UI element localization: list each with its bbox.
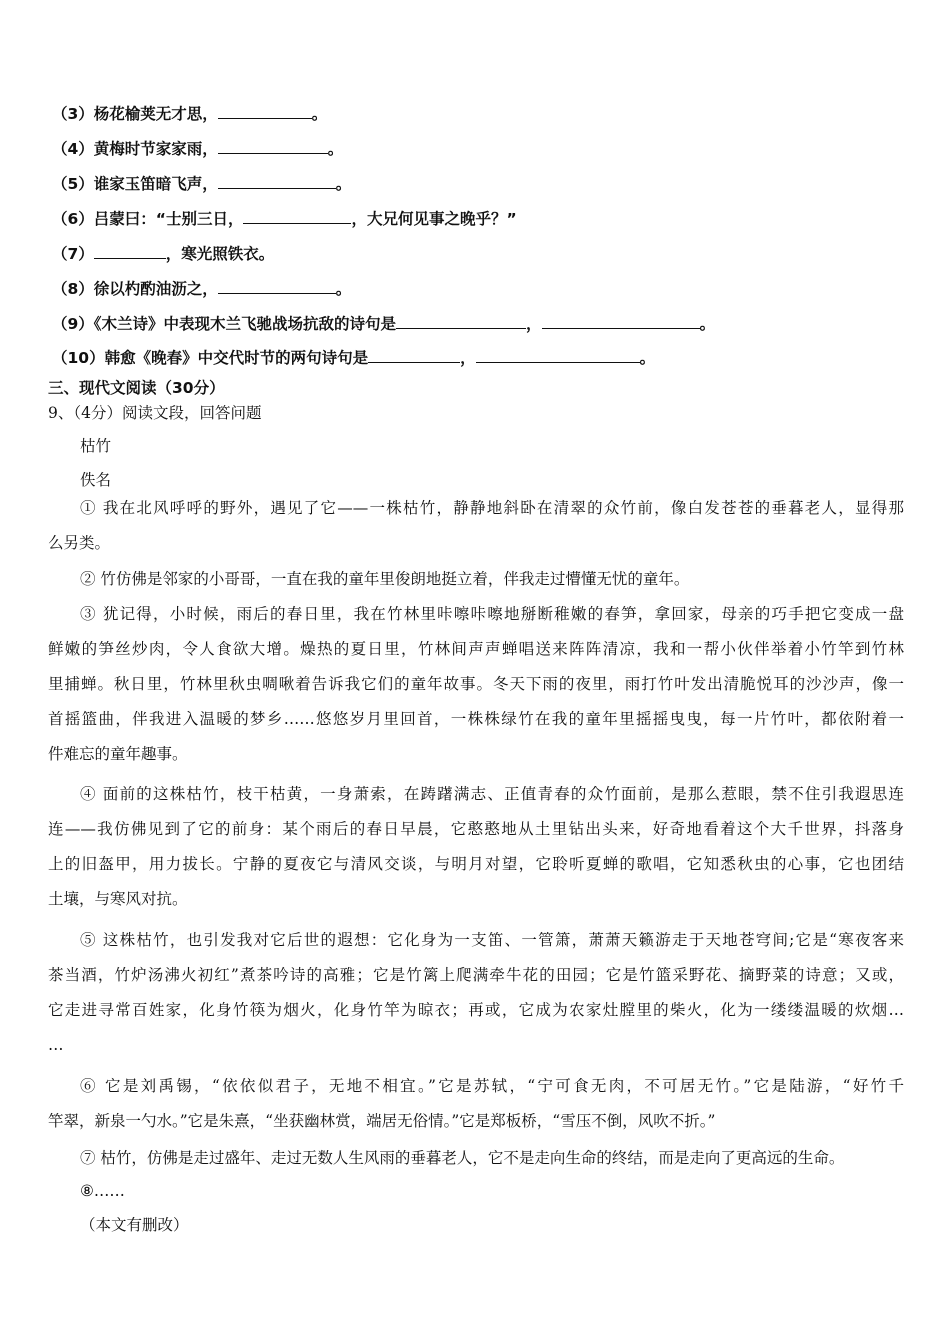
fill-item-10	[52, 346, 655, 368]
answer-blank[interactable]	[94, 243, 166, 259]
paragraph-line: ⑥ 它是刘禹锡，“依依似君子，无地不相宜。”它是苏轼，“宁可食无肉，不可居无竹。”它是陆游，“好竹千	[80, 1077, 904, 1095]
essay-paragraph-2	[48, 562, 904, 597]
paragraph-line: 鲜嫩的笋丝炒肉，令人食欲大增。燥热的夏日里，竹林间声声蝉唱送来阵阵清凉，我和一帮小伙伴举着小竹竿到竹林	[48, 640, 904, 658]
essay-title: 枯竹	[80, 437, 112, 455]
answer-blank[interactable]	[243, 208, 351, 224]
essay-paragraph-5	[48, 923, 904, 1063]
paragraph-line: ⑤ 这株枯竹，也引发我对它后世的遐想：它化身为一支笛、一管箫，萧萧天籁游走于天地苍穹间;它是“寒夜客来	[80, 931, 904, 949]
item-text: （6）吕蒙曰：“士别三日，	[52, 210, 244, 228]
essay-paragraph-3	[48, 597, 904, 772]
item-punct: ，大兄何见事之晚乎？”	[351, 210, 517, 228]
answer-blank[interactable]	[476, 347, 640, 363]
fill-item-3	[52, 102, 327, 124]
item-text: （4）黄梅时节家家雨，	[52, 140, 218, 158]
essay-paragraph-4	[48, 777, 904, 917]
item-text: （5）谁家玉笛暗飞声，	[52, 175, 218, 193]
answer-blank[interactable]	[396, 313, 526, 329]
paragraph-line: ⑧……	[80, 1182, 125, 1200]
item-punct: 。	[335, 280, 352, 298]
paragraph-line: 件难忘的童年趣事。	[48, 745, 188, 763]
item-text: （8）徐以杓酌油沥之，	[52, 280, 218, 298]
fill-item-4	[52, 137, 343, 159]
fill-item-5	[52, 172, 351, 194]
paragraph-line: 竿翠，新泉一勺水。”它是朱熹，“坐获幽林赏，端居无俗情。”它是郑板桥，“雪压不倒，风吹不折。”	[48, 1112, 716, 1130]
answer-blank[interactable]	[218, 138, 328, 154]
paragraph-line: ⑦ 枯竹，仿佛是走过盛年、走过无数人生风雨的垂暮老人，它不是走向生命的终结，而是走向了更高远的生命。	[80, 1149, 845, 1167]
item-punct: ，寒光照铁衣。	[165, 245, 275, 263]
item-text: （3）杨花榆荚无才思，	[52, 105, 218, 123]
item-punct: 。	[311, 105, 328, 123]
fill-item-7	[52, 242, 274, 264]
item-punct: 。	[699, 315, 716, 333]
paragraph-line: 它走进寻常百姓家，化身竹筷为烟火，化身竹竿为晾衣；再或，它成为农家灶膛里的柴火，化为一缕缕温暖的炊烟…	[48, 1001, 904, 1019]
essay-paragraph-7	[48, 1141, 904, 1176]
answer-blank[interactable]	[218, 278, 336, 294]
answer-blank[interactable]	[218, 173, 336, 189]
answer-blank[interactable]	[218, 103, 312, 119]
item-punct: ，	[526, 315, 542, 333]
paragraph-line: 首摇篮曲，伴我进入温暖的梦乡……悠悠岁月里回首，一株株绿竹在我的童年里摇摇曳曳，每一片竹叶，都依附着一	[48, 710, 904, 728]
paragraph-line: 连——我仿佛见到了它的前身：某个雨后的春日早晨，它憨憨地从土里钻出头来，好奇地看着这个大千世界，抖落身	[48, 820, 904, 838]
answer-blank[interactable]	[542, 313, 700, 329]
item-punct: 。	[335, 175, 352, 193]
paragraph-line: 茶当酒，竹炉汤沸火初红”煮茶吟诗的高雅；它是竹篱上爬满牵牛花的田园；它是竹篮采野花、摘野菜的诗意；又或，	[48, 966, 904, 984]
fill-item-9	[52, 312, 715, 334]
paragraph-line: ② 竹仿佛是邻家的小哥哥，一直在我的童年里俊朗地挺立着，伴我走过懵懂无忧的童年。	[80, 570, 690, 588]
question-prompt: 9、（4分）阅读文段，回答问题	[48, 404, 262, 422]
paragraph-line: 土壤，与寒风对抗。	[48, 890, 188, 908]
answer-blank[interactable]	[368, 347, 460, 363]
paragraph-line: ③ 犹记得，小时候，雨后的春日里，我在竹林里咔嚓咔嚓地掰断稚嫩的春笋，拿回家，母亲的巧手把它变成一盘	[80, 605, 904, 623]
essay-note: （本文有删改）	[80, 1216, 189, 1234]
section-title: 三、现代文阅读（30分）	[48, 379, 225, 397]
paragraph-line: 上的旧盔甲，用力拔长。宁静的夏夜它与清风交谈，与明月对望，它聆听夏蝉的歌唱，它知悉秋虫的心事，它也团结	[48, 855, 904, 873]
paragraph-line: 么另类。	[48, 534, 111, 552]
essay-paragraph-8	[48, 1174, 904, 1209]
item-text: （7）	[52, 245, 94, 263]
essay-paragraph-1	[48, 491, 904, 561]
paragraph-line: …	[48, 1036, 64, 1054]
fill-item-8	[52, 277, 351, 299]
fill-item-6	[52, 207, 517, 229]
item-text: （9）《木兰诗》中表现木兰飞驰战场抗敌的诗句是	[52, 315, 397, 333]
essay-paragraph-6	[48, 1069, 904, 1139]
item-text: （10）韩愈《晚春》中交代时节的两句诗句是	[52, 349, 369, 367]
essay-author: 佚名	[80, 471, 112, 489]
paragraph-line: ④ 面前的这株枯竹，枝干枯黄，一身萧索，在踌躇满志、正值青春的众竹面前，是那么惹眼，禁不住引我遐思连	[80, 785, 904, 803]
item-punct: 。	[327, 140, 344, 158]
paragraph-line: 里捕蝉。秋日里，竹林里秋虫啁啾着告诉我它们的童年故事。冬天下雨的夜里，雨打竹叶发出清脆悦耳的沙沙声，像一	[48, 675, 904, 693]
item-punct: ，	[460, 349, 476, 367]
item-punct: 。	[639, 349, 656, 367]
paragraph-line: ① 我在北风呼呼的野外，遇见了它——一株枯竹，静静地斜卧在清翠的众竹前，像白发苍苍的垂暮老人，显得那	[80, 499, 904, 517]
